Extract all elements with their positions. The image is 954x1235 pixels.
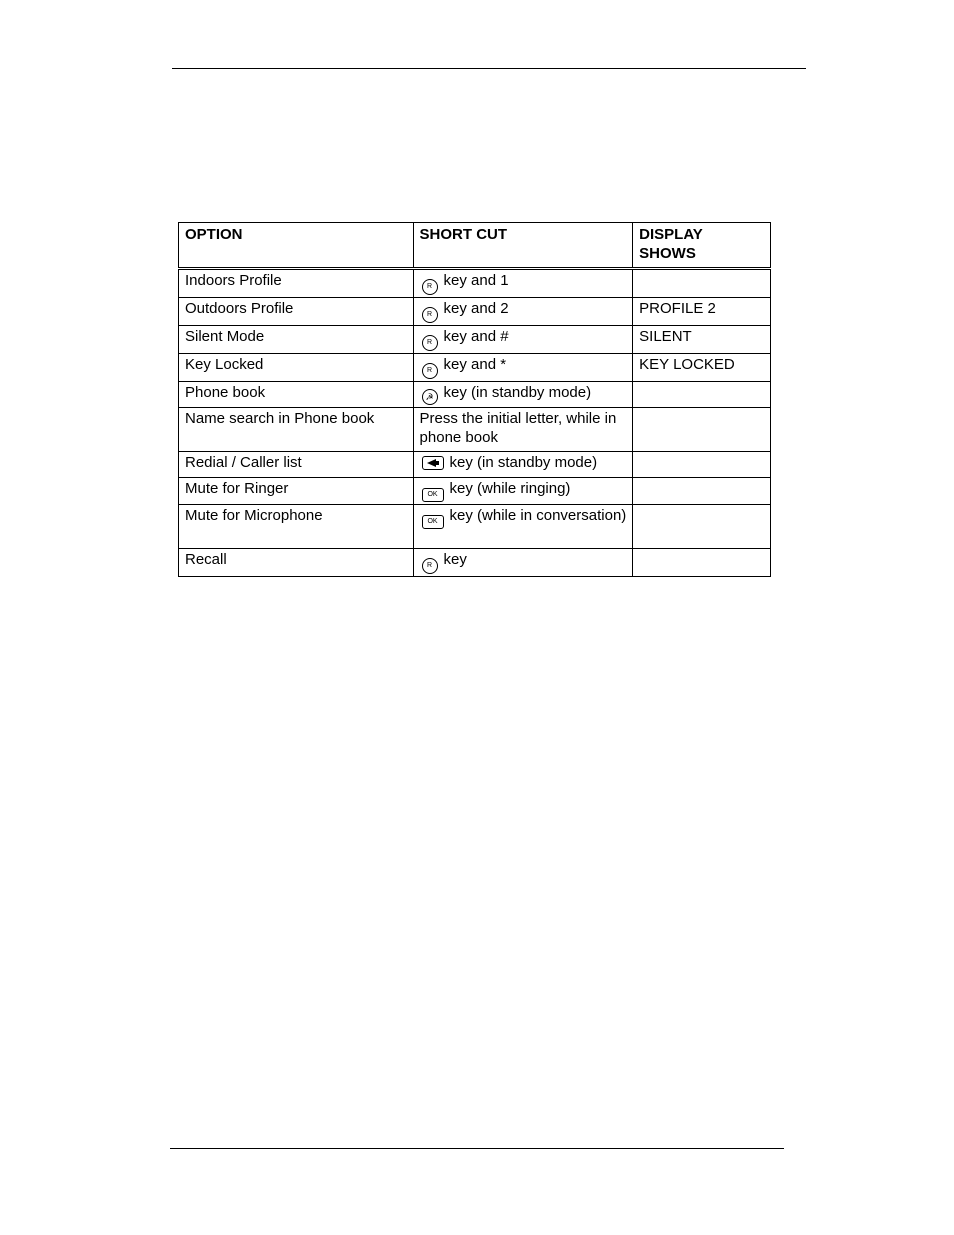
table-row bbox=[179, 505, 771, 549]
shortcut-cell bbox=[413, 354, 633, 382]
shortcut-cell bbox=[413, 549, 633, 577]
r-key-icon: R bbox=[422, 335, 438, 351]
shortcut-table bbox=[178, 222, 771, 577]
ok-key-icon: OK bbox=[422, 515, 444, 529]
shortcut-cell bbox=[413, 326, 633, 354]
phonebook-key-icon: ☭ bbox=[422, 389, 438, 405]
shortcut-cell bbox=[413, 298, 633, 326]
display-cell bbox=[633, 478, 771, 505]
option-cell: Outdoors Profile bbox=[179, 298, 414, 326]
table-header-row bbox=[179, 223, 771, 269]
footer-rule bbox=[170, 1148, 784, 1149]
shortcut-cell bbox=[413, 452, 633, 478]
display-cell bbox=[633, 269, 771, 298]
header-option: OPTION bbox=[179, 223, 414, 269]
display-cell bbox=[633, 452, 771, 478]
r-key-icon: R bbox=[422, 307, 438, 323]
display-cell: PROFILE 2 bbox=[633, 298, 771, 326]
table-row bbox=[179, 408, 771, 452]
table-row bbox=[179, 478, 771, 505]
table-row bbox=[179, 452, 771, 478]
header-rule bbox=[172, 68, 806, 69]
option-cell: Redial / Caller list bbox=[179, 452, 414, 478]
redial-arrow-key-icon bbox=[422, 456, 444, 470]
shortcut-cell bbox=[413, 382, 633, 408]
shortcut-cell: Press the initial letter, while in phone book bbox=[413, 408, 633, 452]
display-cell: SILENT bbox=[633, 326, 771, 354]
option-cell: Recall bbox=[179, 549, 414, 577]
option-cell: Name search in Phone book bbox=[179, 408, 414, 452]
shortcut-text: key (while ringing) bbox=[449, 480, 571, 497]
header-shortcut: SHORT CUT bbox=[413, 223, 633, 269]
option-cell: Indoors Profile bbox=[179, 269, 414, 298]
shortcut-text: key and # bbox=[443, 328, 509, 345]
display-cell bbox=[633, 408, 771, 452]
display-cell bbox=[633, 382, 771, 408]
table-row bbox=[179, 382, 771, 408]
r-key-icon: R bbox=[422, 363, 438, 379]
r-key-icon: R bbox=[422, 558, 438, 574]
option-cell: Key Locked bbox=[179, 354, 414, 382]
table-row bbox=[179, 354, 771, 382]
option-cell: Phone book bbox=[179, 382, 414, 408]
shortcut-text: key (while in conversation) bbox=[449, 507, 627, 524]
shortcut-text: key bbox=[443, 551, 467, 568]
header-display bbox=[633, 223, 771, 269]
table-row bbox=[179, 549, 771, 577]
header-display-line1: DISPLAY bbox=[639, 226, 703, 243]
shortcut-cell bbox=[413, 505, 633, 549]
shortcut-text: key and 1 bbox=[443, 272, 509, 289]
display-cell: KEY LOCKED bbox=[633, 354, 771, 382]
option-cell: Silent Mode bbox=[179, 326, 414, 354]
table-row bbox=[179, 269, 771, 298]
table-row bbox=[179, 326, 771, 354]
option-cell: Mute for Ringer bbox=[179, 478, 414, 505]
header-display-line2: SHOWS bbox=[639, 245, 696, 262]
display-cell bbox=[633, 549, 771, 577]
display-cell bbox=[633, 505, 771, 549]
ok-key-icon: OK bbox=[422, 488, 444, 502]
shortcut-text: key (in standby mode) bbox=[449, 454, 598, 471]
shortcut-text: key (in standby mode) bbox=[443, 384, 592, 401]
shortcut-cell bbox=[413, 269, 633, 298]
option-cell: Mute for Microphone bbox=[179, 505, 414, 549]
shortcut-text: key and 2 bbox=[443, 300, 509, 317]
r-key-icon: R bbox=[422, 279, 438, 295]
shortcut-text: key and * bbox=[443, 356, 507, 373]
shortcut-cell bbox=[413, 478, 633, 505]
table-row bbox=[179, 298, 771, 326]
